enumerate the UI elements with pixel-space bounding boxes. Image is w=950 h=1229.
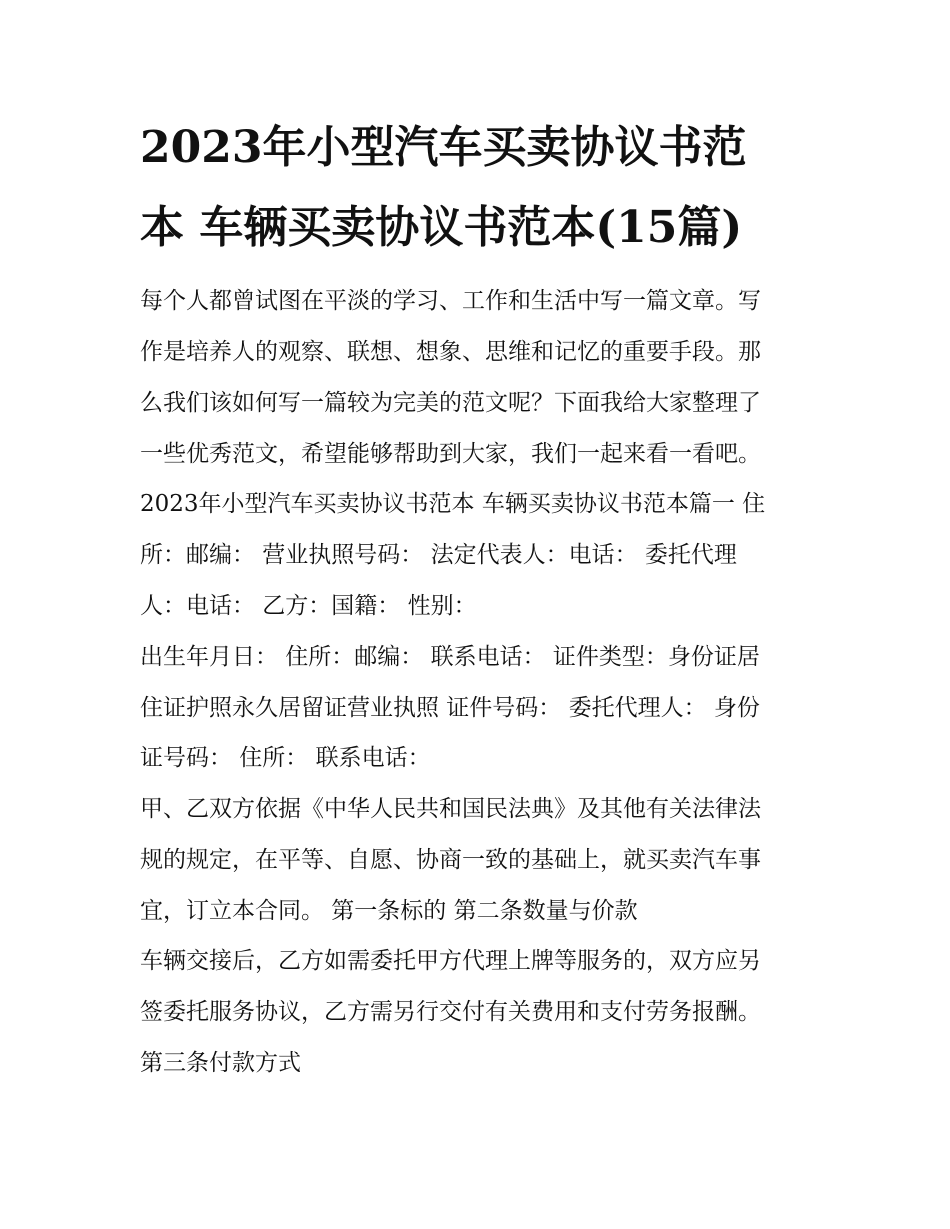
body-line-5: 2023年小型汽车买卖协议书范本 车辆买卖协议书范本篇一 住 [140,491,766,517]
body-line-8: 出生年月日： 住所：邮编： 联系电话： 证件类型：身份证居 [140,644,760,670]
body-line-12: 规的规定，在平等、自愿、协商一致的基础上，就买卖汽车事 [140,847,761,873]
body-line-16: 第三条付款方式 [140,1050,301,1076]
body-line-14: 车辆交接后，乙方如需委托甲方代理上牌等服务的，双方应另 [140,948,761,974]
body-line-13: 宜，订立本合同。 第一条标的 第二条数量与价款 [140,898,638,924]
document-title-line-2: 本 车辆买卖协议书范本(15篇) [140,202,743,253]
body-line-9: 住证护照永久居留证营业执照 证件号码： 委托代理人： 身份 [140,695,760,721]
body-line-7: 人：电话： 乙方：国籍： 性别： [140,593,477,619]
body-line-10: 证号码： 住所： 联系电话： [140,745,431,771]
body-line-1: 每个人都曾试图在平淡的学习、工作和生活中写一篇文章。写 [140,288,761,314]
body-line-6: 所：邮编： 营业执照号码： 法定代表人：电话： 委托代理 [140,542,737,568]
body-line-3: 么我们该如何写一篇较为完美的范文呢？下面我给大家整理了 [140,390,761,416]
body-line-15: 签委托服务协议，乙方需另行交付有关费用和支付劳务报酬。 [140,999,761,1025]
body-line-2: 作是培养人的观察、联想、想象、思维和记忆的重要手段。那 [140,339,761,365]
body-line-4: 一些优秀范文，希望能够帮助到大家，我们一起来看一看吧。 [140,441,761,467]
body-line-11: 甲、乙双方依据《中华人民共和国民法典》及其他有关法律法 [140,796,761,822]
document-title-line-1: 2023年小型汽车买卖协议书范 [140,122,747,173]
